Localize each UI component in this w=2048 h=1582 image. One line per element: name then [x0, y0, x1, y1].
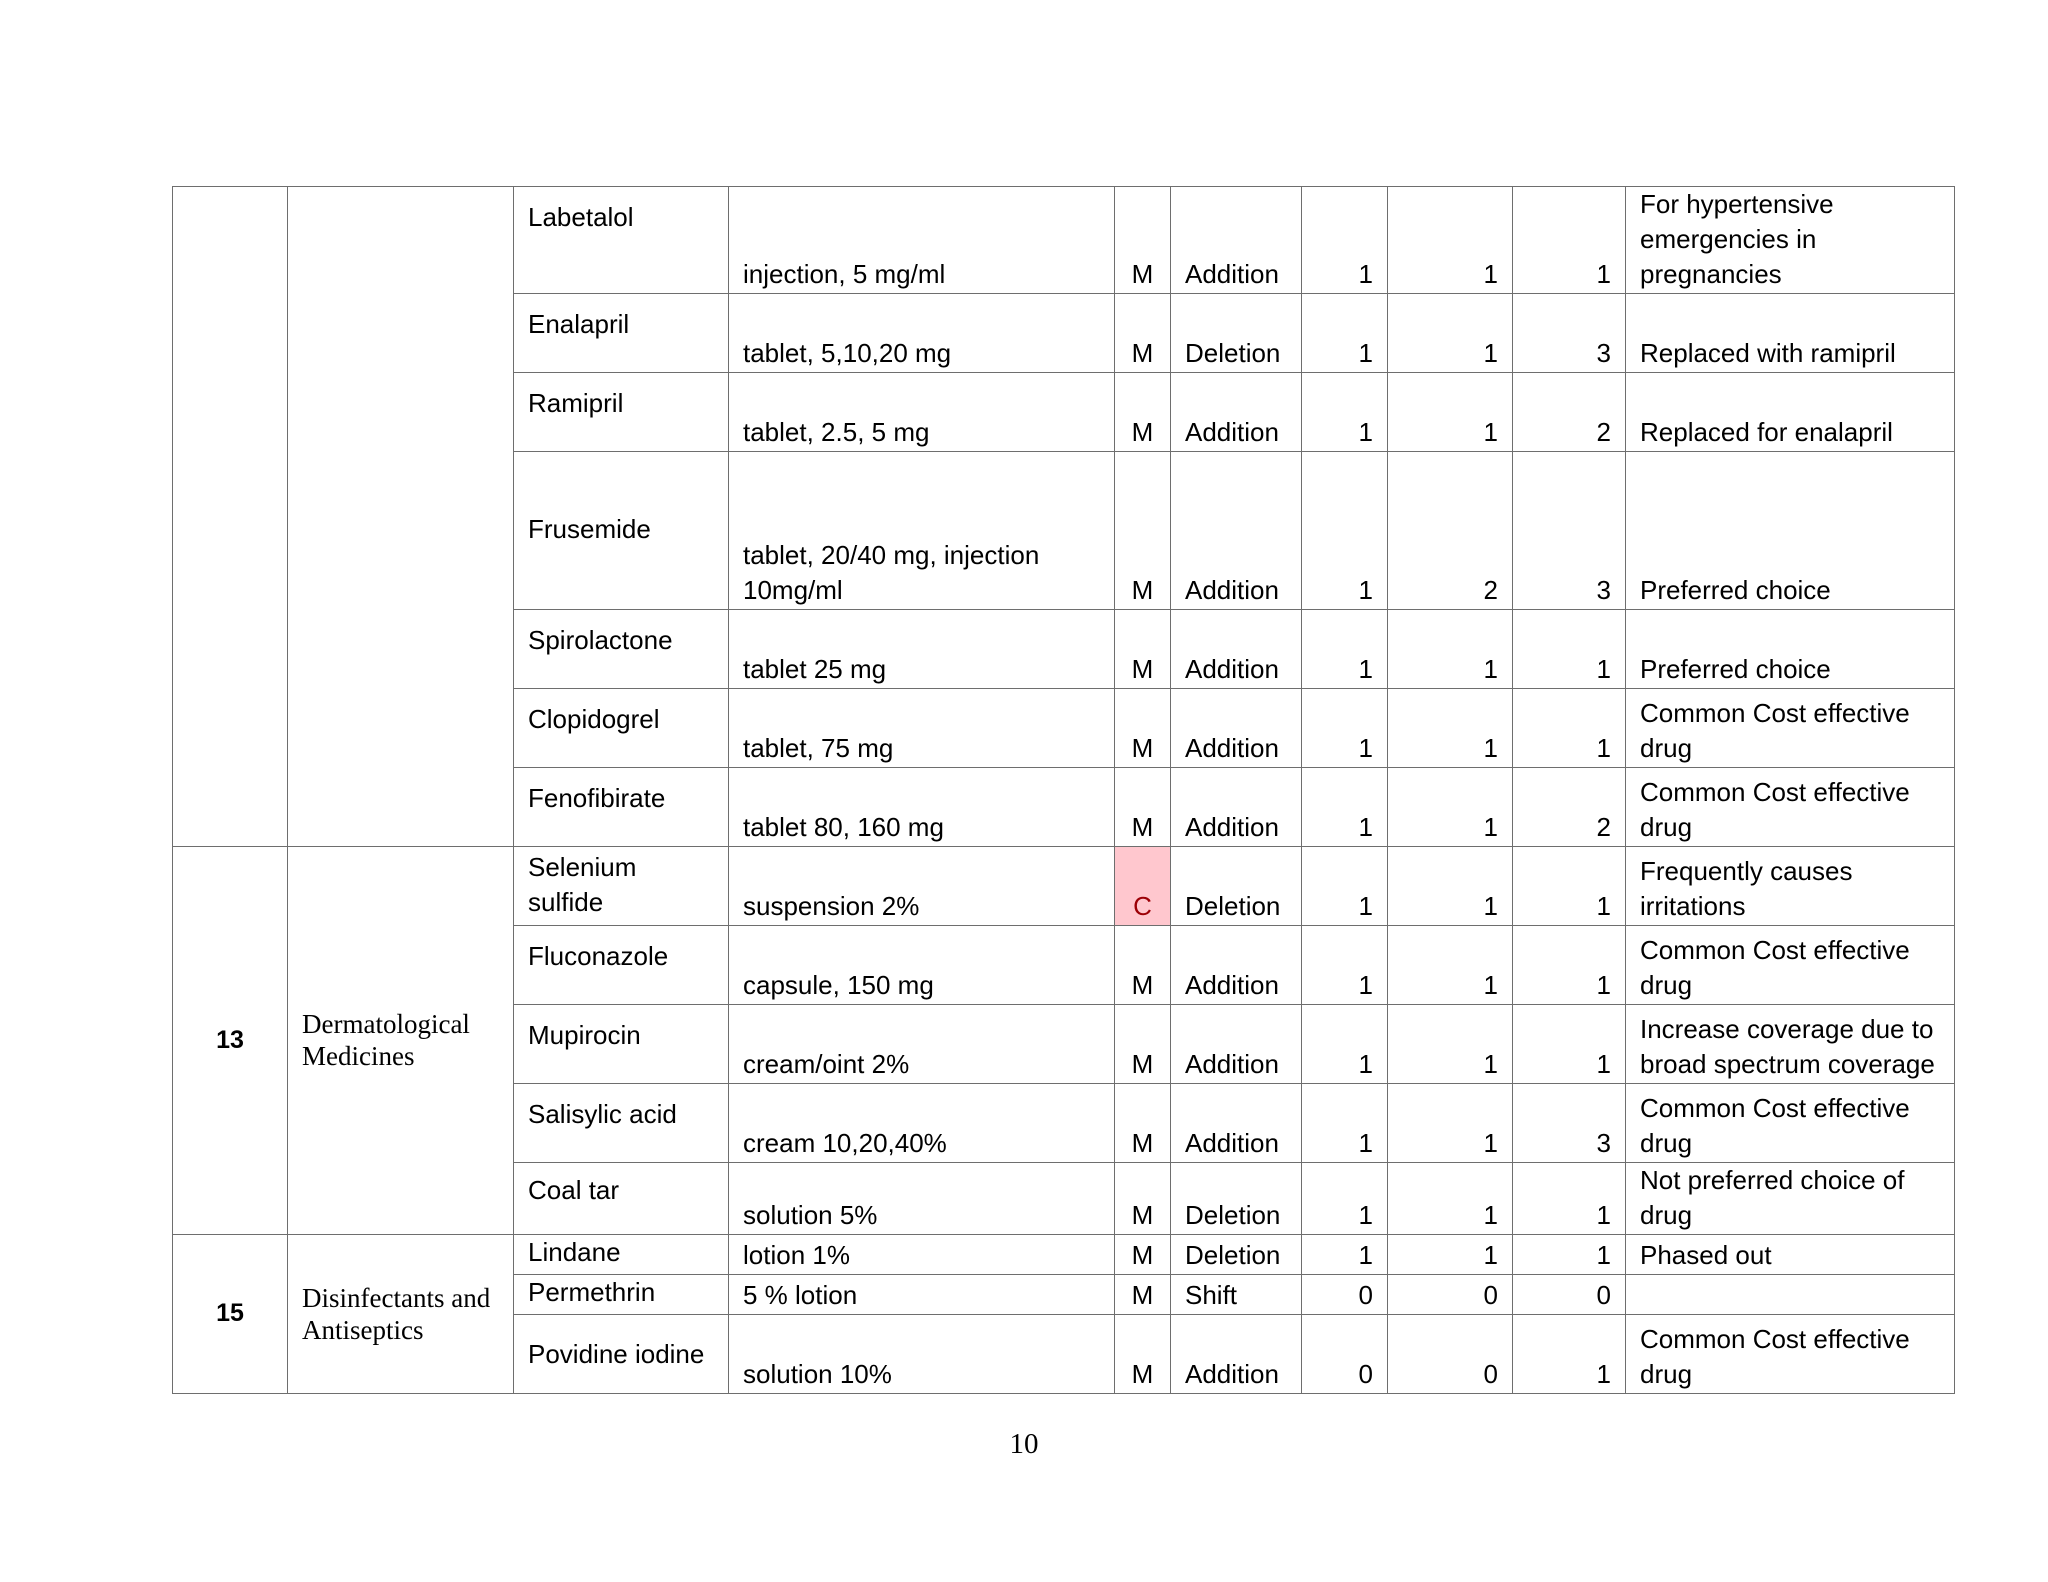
medicine-name: Selenium sulfide	[514, 847, 729, 926]
class-code: M	[1115, 926, 1171, 1005]
medicine-name: Enalapril	[514, 294, 729, 373]
level-1: 1	[1302, 1005, 1388, 1084]
table-row	[173, 847, 1955, 926]
dosage-form: lotion 1%	[729, 1235, 1115, 1275]
class-code: M	[1115, 1084, 1171, 1163]
medicine-name: Lindane	[514, 1235, 729, 1275]
class-code: M	[1115, 373, 1171, 452]
level-2: 1	[1388, 847, 1513, 926]
level-2: 1	[1388, 373, 1513, 452]
level-1: 1	[1302, 373, 1388, 452]
medicine-name: Mupirocin	[514, 1005, 729, 1084]
level-3: 1	[1513, 847, 1626, 926]
level-1: 1	[1302, 610, 1388, 689]
level-1: 1	[1302, 689, 1388, 768]
remarks: Not preferred choice of drug	[1626, 1163, 1955, 1235]
level-2: 2	[1388, 452, 1513, 610]
dosage-form: solution 10%	[729, 1315, 1115, 1394]
level-1: 1	[1302, 1084, 1388, 1163]
dosage-form: tablet, 20/40 mg, injection 10mg/ml	[729, 452, 1115, 610]
level-1: 1	[1302, 768, 1388, 847]
level-3: 2	[1513, 373, 1626, 452]
level-2: 1	[1388, 187, 1513, 294]
medicine-name: Coal tar	[514, 1163, 729, 1235]
level-3: 3	[1513, 294, 1626, 373]
level-2: 1	[1388, 926, 1513, 1005]
table-row	[173, 1235, 1955, 1275]
action: Deletion	[1171, 1163, 1302, 1235]
level-3: 0	[1513, 1275, 1626, 1315]
class-code: M	[1115, 1315, 1171, 1394]
dosage-form: 5 % lotion	[729, 1275, 1115, 1315]
class-code-highlighted: C	[1115, 847, 1171, 926]
level-2: 1	[1388, 689, 1513, 768]
medicine-name: Salisylic acid	[514, 1084, 729, 1163]
action: Deletion	[1171, 1235, 1302, 1275]
action: Deletion	[1171, 294, 1302, 373]
remarks: Common Cost effective drug	[1626, 689, 1955, 768]
remarks	[1626, 1275, 1955, 1315]
remarks: For hypertensive emergencies in pregnancies	[1626, 187, 1955, 294]
class-code: M	[1115, 452, 1171, 610]
remarks: Increase coverage due to broad spectrum coverage	[1626, 1005, 1955, 1084]
remarks: Preferred choice	[1626, 610, 1955, 689]
action: Addition	[1171, 926, 1302, 1005]
level-2: 0	[1388, 1275, 1513, 1315]
dosage-form: injection, 5 mg/ml	[729, 187, 1115, 294]
level-1: 0	[1302, 1275, 1388, 1315]
section-name-cell	[288, 187, 514, 847]
level-1: 1	[1302, 926, 1388, 1005]
medicine-name: Labetalol	[514, 187, 729, 294]
medicine-name: Frusemide	[514, 452, 729, 610]
class-code: M	[1115, 1005, 1171, 1084]
remarks: Common Cost effective drug	[1626, 926, 1955, 1005]
section-name-cell: Disinfectants and Antiseptics	[288, 1235, 514, 1394]
level-2: 1	[1388, 610, 1513, 689]
medicine-name: Ramipril	[514, 373, 729, 452]
level-3: 1	[1513, 689, 1626, 768]
medicine-name: Clopidogrel	[514, 689, 729, 768]
medicine-list-table	[172, 186, 1955, 1394]
class-code: M	[1115, 187, 1171, 294]
action: Addition	[1171, 610, 1302, 689]
level-3: 3	[1513, 1084, 1626, 1163]
level-3: 1	[1513, 1163, 1626, 1235]
class-code: M	[1115, 768, 1171, 847]
class-code: M	[1115, 1163, 1171, 1235]
level-2: 1	[1388, 768, 1513, 847]
medicine-name: Fluconazole	[514, 926, 729, 1005]
section-number-cell: 15	[173, 1235, 288, 1394]
remarks: Replaced for enalapril	[1626, 373, 1955, 452]
remarks: Phased out	[1626, 1235, 1955, 1275]
level-1: 1	[1302, 1163, 1388, 1235]
table-row	[173, 187, 1955, 294]
medicine-name: Spirolactone	[514, 610, 729, 689]
level-3: 1	[1513, 610, 1626, 689]
action: Deletion	[1171, 847, 1302, 926]
level-2: 0	[1388, 1315, 1513, 1394]
action: Addition	[1171, 768, 1302, 847]
medicine-name: Permethrin	[514, 1275, 729, 1315]
action: Addition	[1171, 187, 1302, 294]
action: Addition	[1171, 1005, 1302, 1084]
remarks: Frequently causes irritations	[1626, 847, 1955, 926]
page-number: 10	[1009, 1428, 1039, 1460]
level-1: 1	[1302, 847, 1388, 926]
dosage-form: suspension 2%	[729, 847, 1115, 926]
dosage-form: tablet, 5,10,20 mg	[729, 294, 1115, 373]
dosage-form: tablet, 75 mg	[729, 689, 1115, 768]
action: Addition	[1171, 373, 1302, 452]
action: Addition	[1171, 1315, 1302, 1394]
section-number-cell: 13	[173, 847, 288, 1235]
level-2: 1	[1388, 1005, 1513, 1084]
dosage-form: tablet 80, 160 mg	[729, 768, 1115, 847]
level-1: 1	[1302, 294, 1388, 373]
action: Shift	[1171, 1275, 1302, 1315]
dosage-form: capsule, 150 mg	[729, 926, 1115, 1005]
remarks: Common Cost effective drug	[1626, 1084, 1955, 1163]
class-code: M	[1115, 1275, 1171, 1315]
class-code: M	[1115, 1235, 1171, 1275]
medicine-name: Povidine iodine	[514, 1315, 729, 1394]
level-3: 3	[1513, 452, 1626, 610]
dosage-form: tablet, 2.5, 5 mg	[729, 373, 1115, 452]
level-1: 1	[1302, 1235, 1388, 1275]
action: Addition	[1171, 1084, 1302, 1163]
action: Addition	[1171, 452, 1302, 610]
remarks: Replaced with ramipril	[1626, 294, 1955, 373]
section-name-cell: Dermatological Medicines	[288, 847, 514, 1235]
level-2: 1	[1388, 294, 1513, 373]
medicine-name: Fenofibirate	[514, 768, 729, 847]
level-3: 2	[1513, 768, 1626, 847]
level-1: 0	[1302, 1315, 1388, 1394]
level-3: 1	[1513, 926, 1626, 1005]
remarks: Common Cost effective drug	[1626, 768, 1955, 847]
level-1: 1	[1302, 452, 1388, 610]
level-1: 1	[1302, 187, 1388, 294]
level-3: 1	[1513, 1315, 1626, 1394]
remarks: Common Cost effective drug	[1626, 1315, 1955, 1394]
class-code: M	[1115, 689, 1171, 768]
remarks: Preferred choice	[1626, 452, 1955, 610]
action: Addition	[1171, 689, 1302, 768]
dosage-form: tablet 25 mg	[729, 610, 1115, 689]
class-code: M	[1115, 294, 1171, 373]
dosage-form: cream 10,20,40%	[729, 1084, 1115, 1163]
level-2: 1	[1388, 1084, 1513, 1163]
level-3: 1	[1513, 1235, 1626, 1275]
dosage-form: cream/oint 2%	[729, 1005, 1115, 1084]
class-code: M	[1115, 610, 1171, 689]
level-3: 1	[1513, 187, 1626, 294]
level-2: 1	[1388, 1163, 1513, 1235]
dosage-form: solution 5%	[729, 1163, 1115, 1235]
level-3: 1	[1513, 1005, 1626, 1084]
section-number-cell	[173, 187, 288, 847]
level-2: 1	[1388, 1235, 1513, 1275]
